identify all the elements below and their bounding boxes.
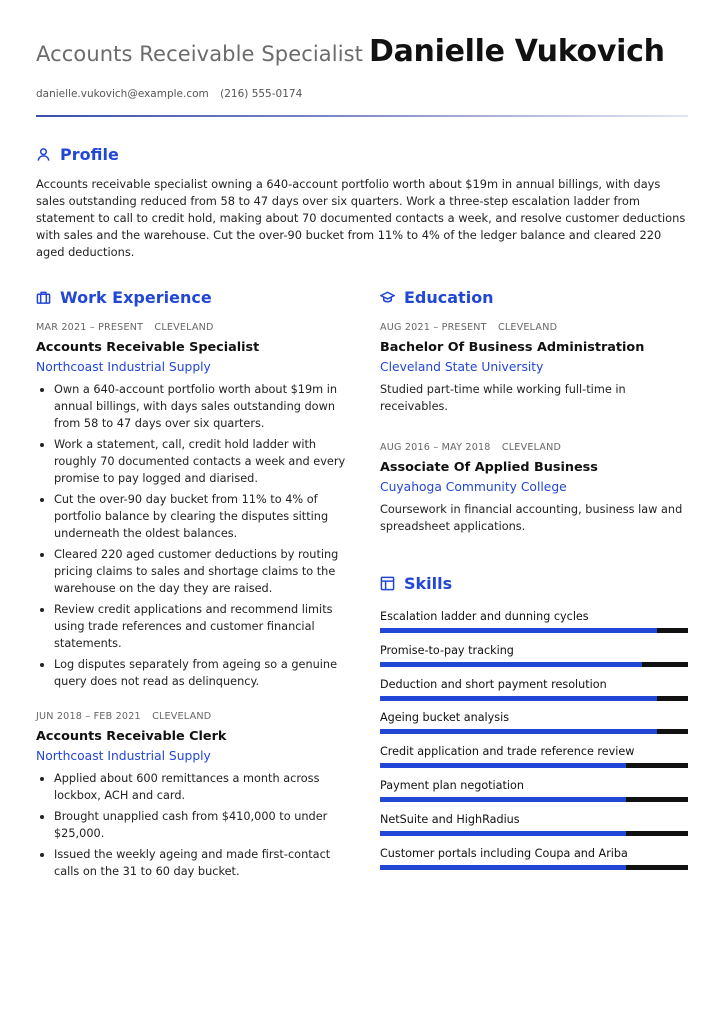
profile-heading <box>36 145 688 164</box>
school-name: Cuyahoga Community College <box>380 480 567 494</box>
briefcase-icon <box>36 290 51 305</box>
skill-bar-fill <box>380 729 657 734</box>
skill-bar <box>380 797 688 802</box>
skill-bar-fill <box>380 662 642 667</box>
profile-text: Accounts receivable specialist owning a 640-account portfolio worth about $19m in annual billings, with days sales outstanding reduced from 58 to 47 days over six quarters. Work a three-step escalation ladder from statement to call to credit hold, making about 70 documented contacts a week, and resolve customer deductions with sales and the warehouse. Cut the over-90 bucket from 11% to 4% of the ledger balance and cleared 220 aged deductions. <box>36 177 686 259</box>
skill-bar <box>380 662 688 667</box>
job-bullet: Brought unapplied cash from $410,000 to under $25,000. <box>36 808 346 842</box>
education-heading <box>380 288 688 307</box>
email[interactable]: danielle.vukovich@example.com <box>36 88 209 100</box>
education-description: Studied part-time while working full-time in receivables. <box>380 383 626 413</box>
skill-item <box>380 776 688 810</box>
skill-bar <box>380 763 688 768</box>
job-dates: MAR 2021 – PRESENT <box>36 322 144 333</box>
education-meta <box>380 442 688 453</box>
skill-bar <box>380 729 688 734</box>
job-meta <box>36 322 346 333</box>
skills-heading <box>380 574 688 593</box>
job-bullet: Work a statement, call, credit hold ladder with roughly 70 documented contacts a week and every promise to pay logged and diarised. <box>36 436 346 487</box>
skill-item <box>380 708 688 742</box>
skill-item <box>380 742 688 776</box>
skill-bar <box>380 628 688 633</box>
skill-label: Promise-to-pay tracking <box>380 643 514 657</box>
job-bullet: Review credit applications and recommend limits using trade references and customer financial statements. <box>36 601 346 652</box>
skills-list <box>380 607 688 877</box>
skill-label: NetSuite and HighRadius <box>380 812 520 826</box>
skill-bar <box>380 865 688 870</box>
education-location: CLEVELAND <box>501 442 562 453</box>
contact-line <box>36 88 302 100</box>
company-name: Northcoast Industrial Supply <box>36 749 211 763</box>
skill-bar <box>380 831 688 836</box>
job-bullet: Cut the over-90 day bucket from 11% to 4% of portfolio balance by clearing the disputes sitting underneath the oldest balances. <box>36 491 346 542</box>
job-bullet: Cleared 220 aged customer deductions by routing pricing claims to sales and shortage claims to the warehouse on the day they are raised. <box>36 546 346 597</box>
skill-label: Credit application and trade reference review <box>380 745 635 759</box>
user-icon <box>36 147 51 162</box>
degree: Bachelor Of Business Administration <box>380 340 645 355</box>
skills-title: Skills <box>404 574 453 593</box>
skill-label: Customer portals including Coupa and Ariba <box>380 846 628 860</box>
education-dates: AUG 2016 – MAY 2018 <box>380 442 491 453</box>
job-location: CLEVELAND <box>154 322 214 333</box>
skill-bar-fill <box>380 763 626 768</box>
education-entry <box>380 322 688 415</box>
company-name: Northcoast Industrial Supply <box>36 360 211 374</box>
skill-item <box>380 810 688 844</box>
job-bullet: Applied about 600 remittances a month across lockbox, ACH and card. <box>36 770 346 804</box>
resume-header <box>36 34 688 69</box>
skill-item <box>380 844 688 878</box>
job-title-entry: Accounts Receivable Specialist <box>36 340 260 355</box>
job-dates: JUN 2018 – FEB 2021 <box>36 711 141 722</box>
skill-bar-fill <box>380 831 626 836</box>
skill-bar-fill <box>380 797 626 802</box>
job-bullets <box>36 770 346 880</box>
work-experience-section <box>36 288 346 884</box>
job-entry <box>36 711 346 880</box>
job-title: Accounts Receivable Specialist <box>36 42 364 66</box>
work-title: Work Experience <box>60 288 212 307</box>
job-bullets <box>36 381 346 690</box>
phone[interactable]: (216) 555-0174 <box>220 88 303 100</box>
right-column <box>380 288 688 877</box>
education-entry <box>380 442 688 535</box>
education-dates: AUG 2021 – PRESENT <box>380 322 487 333</box>
skill-bar <box>380 696 688 701</box>
skill-bar-fill <box>380 696 657 701</box>
job-bullet: Log disputes separately from ageing so a genuine query does not read as delinquency. <box>36 656 346 690</box>
job-location: CLEVELAND <box>152 711 212 722</box>
education-meta <box>380 322 688 333</box>
work-heading <box>36 288 346 307</box>
skill-bar-fill <box>380 628 657 633</box>
profile-section <box>36 145 688 261</box>
job-bullet: Own a 640-account portfolio worth about $19m in annual billings, with days sales outstanding down from 58 to 47 days over six quarters. <box>36 381 346 432</box>
degree: Associate Of Applied Business <box>380 460 598 475</box>
school-name: Cleveland State University <box>380 360 544 374</box>
skill-label: Escalation ladder and dunning cycles <box>380 610 589 623</box>
education-title: Education <box>404 288 494 307</box>
job-meta <box>36 711 346 722</box>
job-title-entry: Accounts Receivable Clerk <box>36 729 227 744</box>
candidate-name: Danielle Vukovich <box>369 34 665 69</box>
skill-label: Deduction and short payment resolution <box>380 677 607 691</box>
skill-item <box>380 675 688 709</box>
skill-label: Ageing bucket analysis <box>380 711 510 725</box>
skill-label: Payment plan negotiation <box>380 778 524 792</box>
skill-bar-fill <box>380 865 626 870</box>
graduation-cap-icon <box>380 290 395 305</box>
profile-title: Profile <box>60 145 119 164</box>
layout-icon <box>380 576 395 591</box>
education-location: CLEVELAND <box>497 322 558 333</box>
job-bullet: Issued the weekly ageing and made first-contact calls on the 31 to 60 day bucket. <box>36 846 346 880</box>
header-divider <box>36 115 688 117</box>
skill-item <box>380 607 688 641</box>
job-entry <box>36 322 346 690</box>
education-description: Coursework in financial accounting, business law and spreadsheet applications. <box>380 503 683 533</box>
skill-item <box>380 641 688 675</box>
